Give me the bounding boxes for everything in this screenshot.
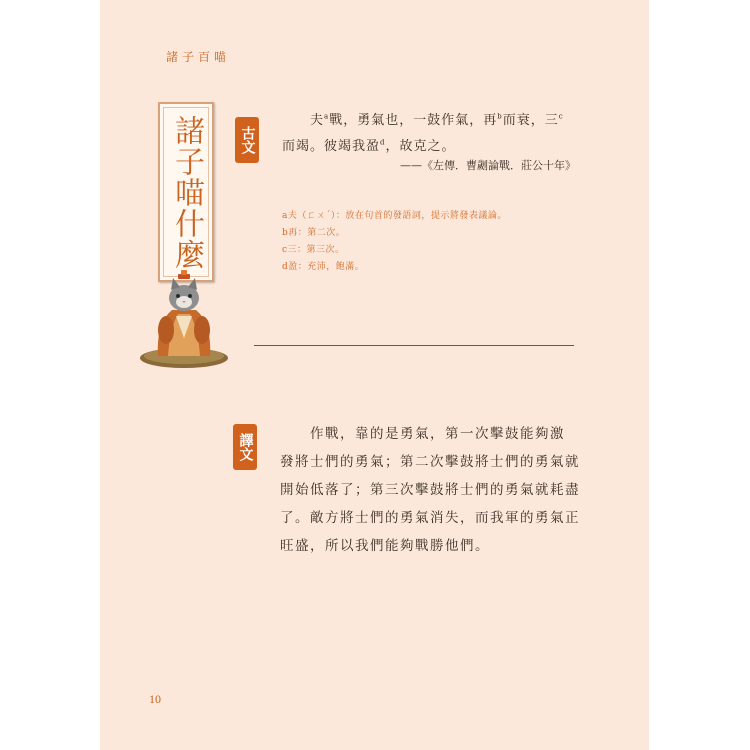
section-divider — [254, 345, 574, 346]
translation-line: 開始低落了；第三次擊鼓將士們的勇氣就耗盡 — [280, 482, 580, 498]
book-page — [100, 0, 649, 750]
classic-text-label: 古文 — [235, 117, 259, 163]
source-citation: ——《左傳．曹劌論戰．莊公十年》 — [400, 159, 576, 172]
classic-line-1: 夫$^a$戰，勇氣也，一鼓作氣，再$^b$而衰，三$^c$ — [310, 112, 564, 128]
footnote-marker-a: a — [324, 112, 330, 121]
title-box-inner-frame — [163, 107, 209, 277]
running-header: 諸子百喵 — [166, 50, 231, 64]
translation-line: 發將士們的勇氣；第二次擊鼓將士們的勇氣就 — [280, 454, 580, 470]
cat-mascot-illustration — [138, 268, 230, 372]
footnote-marker-c: c — [558, 112, 564, 121]
footnote-item: d盈：充沛，飽滿。 — [282, 262, 365, 272]
footnotes — [282, 208, 507, 276]
title-box — [158, 102, 214, 282]
footnote-item: a夫（ㄈㄨˊ）：放在句首的發語詞，提示將發表議論。 — [282, 211, 507, 221]
footnote-marker-d: d — [380, 138, 386, 147]
footnote-marker-b: b — [497, 112, 503, 121]
book-title: 諸子喵什麼 — [169, 114, 204, 270]
translation-line: 了。敵方將士們的勇氣消失，而我軍的勇氣正 — [280, 510, 580, 526]
classic-text — [282, 108, 582, 160]
translation-line: 作戰，靠的是勇氣，第一次擊鼓能夠激 — [310, 426, 565, 442]
translation-label: 譯文 — [233, 424, 257, 470]
footnote-item: b再：第二次。 — [282, 228, 346, 238]
translation-line: 旺盛，所以我們能夠戰勝他們。 — [280, 538, 490, 554]
page-number: 10 — [149, 692, 161, 706]
translation-text — [280, 420, 580, 560]
footnote-item: c三：第三次。 — [282, 245, 345, 255]
classic-line-2: 而竭。彼竭我盈$^d$，故克之。 — [282, 138, 456, 154]
